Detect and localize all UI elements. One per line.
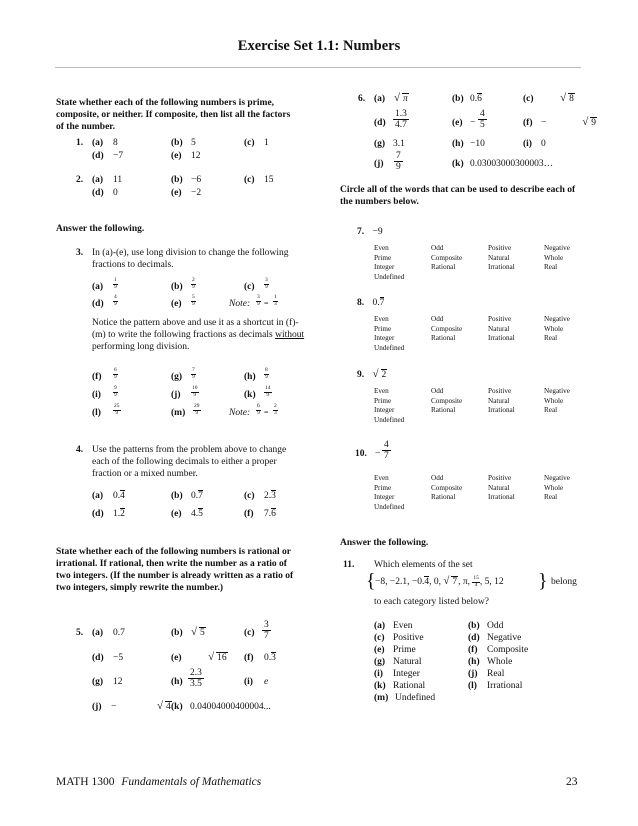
note-label: Note: (229, 299, 251, 309)
category-item: Rational (393, 681, 426, 691)
part-label: (f) (244, 509, 254, 519)
part-label: (d) (468, 633, 480, 643)
part-label: (b) (171, 491, 183, 501)
part-label: (g) (171, 372, 183, 382)
word-irrational[interactable]: Irrational (488, 334, 515, 342)
fraction: 6 9 (257, 403, 260, 416)
part-label: (a) (92, 282, 104, 292)
word-composite[interactable]: Composite (431, 483, 463, 492)
question-number: 1. (76, 138, 84, 148)
word-irrational[interactable]: Irrational (488, 263, 515, 271)
fraction: $\frac{1.3}{4.7}$ (395, 109, 407, 130)
part-value: −10 (470, 139, 485, 149)
part-value: 0.6 (470, 94, 482, 104)
word-undefined[interactable]: Undefined (374, 415, 405, 424)
category-item: Negative (487, 633, 522, 643)
question-text: In (a)-(e), use long division to change the following fractions to decimals. (92, 248, 289, 270)
part-value: 5 (191, 138, 196, 148)
word-rational[interactable]: Rational (431, 493, 456, 501)
question-9 (357, 369, 387, 381)
part-label: (a) (374, 621, 386, 631)
word-rational[interactable]: Rational (431, 406, 456, 414)
radical: √ 9 (582, 117, 597, 129)
question-7 (357, 226, 383, 238)
word-negative[interactable]: Negative (544, 474, 570, 482)
word-composite[interactable]: Composite (431, 396, 463, 405)
word-composite[interactable]: Composite (431, 253, 463, 262)
minus-sign: − (541, 118, 547, 128)
part-value: 7.6 (264, 509, 276, 519)
fraction: 3 9 (257, 294, 260, 307)
part-label: (e) (171, 653, 182, 663)
question-number: 4. (76, 445, 84, 455)
word-even[interactable]: Even (374, 315, 389, 323)
instruction-prime-composite: State whether each of the following numbers is prime, composite, or neither. If composite, then list all the factors of the number. (56, 98, 291, 132)
part-label: (j) (374, 159, 384, 169)
part-label: (i) (523, 139, 532, 149)
part-label: (j) (92, 702, 102, 712)
minus-sign: − (470, 118, 476, 128)
part-value: 0.03003000300003… (470, 159, 554, 169)
part-label: (b) (468, 621, 480, 631)
part-label: (f) (523, 118, 533, 128)
question-1 (56, 137, 316, 167)
note-label: Note: (229, 408, 251, 418)
part-label: (e) (171, 188, 182, 198)
part-label: (f) (244, 653, 254, 663)
part-label: (j) (468, 669, 478, 679)
part-label: (c) (244, 282, 255, 292)
part-label: (l) (468, 681, 477, 691)
part-value: 0 (541, 139, 546, 149)
word-whole[interactable]: Whole (544, 253, 564, 262)
category-item: Integer (393, 669, 420, 679)
part-value: 12 (191, 151, 201, 161)
radical: √ 5 (191, 627, 206, 639)
word-rational[interactable]: Rational (431, 334, 456, 342)
part-label: (h) (468, 657, 480, 667)
word-integer[interactable]: Integer (374, 334, 395, 342)
word-even[interactable]: Even (374, 387, 389, 395)
question-number: 7. (357, 227, 365, 237)
question-number: 3. (76, 248, 84, 258)
part-label: (c) (244, 175, 255, 185)
part-label: (e) (171, 299, 182, 309)
question-text: Use the patterns from the problem above to change each of the following decimals to either a proper fraction or a mixed number. (92, 445, 287, 479)
page-number: 23 (566, 776, 578, 788)
instruction-rational: State whether each of the following numbers is rational or irrational. If rational, then write the number as a ratio of two integers. (If the number is already written as a ratio of two integers, simply rewrite the number.) (56, 547, 294, 593)
word-undefined[interactable]: Undefined (374, 343, 405, 352)
part-label: (b) (452, 94, 464, 104)
part-label: (c) (374, 633, 385, 643)
part-label: (f) (92, 372, 102, 382)
word-irrational[interactable]: Irrational (488, 406, 515, 414)
part-value: 0.04004000400004... (190, 702, 271, 712)
part-value: 12 (113, 677, 123, 687)
word-odd[interactable]: Odd (431, 315, 444, 323)
word-real[interactable]: Real (544, 406, 558, 414)
question-text: belong (551, 577, 577, 587)
part-value: 4.5 (191, 509, 203, 519)
page-title: Exercise Set 1.1: Numbers (237, 38, 401, 54)
fraction: $\frac{7}{9}$ (396, 151, 401, 172)
question-6 (340, 88, 597, 178)
radical: √ 2 (373, 369, 388, 381)
word-whole[interactable]: Whole (544, 396, 564, 405)
word-integer[interactable]: Integer (374, 406, 395, 414)
word-positive[interactable]: Positive (488, 244, 512, 252)
fraction: $\frac{4}{7}$ (384, 440, 389, 461)
word-even[interactable]: Even (374, 244, 389, 252)
right-brace: } (538, 570, 548, 592)
part-label: (c) (244, 491, 255, 501)
word-natural[interactable]: Natural (488, 324, 510, 333)
part-value: 0.3 (264, 653, 276, 663)
title-divider (55, 67, 581, 68)
word-positive[interactable]: Positive (488, 387, 512, 395)
part-label: (m) (374, 693, 389, 703)
part-label: (i) (92, 390, 101, 400)
question-text-2: to each category listed below? (374, 597, 490, 607)
word-rational[interactable]: Rational (431, 263, 456, 271)
word-composite[interactable]: Composite (431, 324, 463, 333)
word-natural[interactable]: Natural (488, 253, 510, 262)
category-item: Positive (393, 633, 424, 643)
part-label: (i) (244, 677, 253, 687)
part-label: (b) (171, 138, 183, 148)
word-negative[interactable]: Negative (544, 244, 570, 252)
word-undefined[interactable]: Undefined (374, 272, 405, 281)
radical: √ 16 (208, 652, 228, 664)
question-8 (357, 297, 384, 309)
part-label: (c) (523, 94, 534, 104)
part-value: 3.1 (393, 139, 405, 149)
word-even[interactable]: Even (374, 474, 389, 482)
part-value: 11 (113, 175, 123, 185)
category-item: Prime (393, 645, 416, 655)
fraction: $\frac{4}{5}$ (480, 109, 485, 130)
part-label: (a) (92, 175, 104, 185)
word-whole[interactable]: Whole (544, 324, 564, 333)
word-real[interactable]: Real (544, 334, 558, 342)
word-grid (374, 387, 594, 427)
part-label: (e) (452, 118, 463, 128)
part-label: (h) (171, 677, 183, 687)
part-label: (b) (171, 282, 183, 292)
part-label: (e) (374, 645, 385, 655)
part-label: (g) (374, 139, 386, 149)
part-label: (d) (92, 653, 104, 663)
category-item: Irrational (487, 681, 523, 691)
part-value: 0.7 (191, 491, 203, 501)
category-item: Even (393, 621, 413, 631)
part-label: (b) (171, 175, 183, 185)
part-value: 0.4 (113, 491, 125, 501)
word-natural[interactable]: Natural (488, 396, 510, 405)
part-label: (h) (244, 372, 256, 382)
word-odd[interactable]: Odd (431, 244, 444, 252)
part-value: −5 (113, 653, 124, 663)
part-value: e (264, 677, 269, 687)
word-undefined[interactable]: Undefined (374, 502, 405, 511)
set-elements: −8, −2.1, −0.4, 0, √ 7, π, $\frac{15}{4}$ , 5, 12 (375, 576, 504, 588)
word-positive[interactable]: Positive (488, 315, 512, 323)
part-label: (a) (92, 491, 104, 501)
part-label: (i) (374, 669, 383, 679)
question-number: 2. (76, 175, 84, 185)
part-label: (d) (374, 118, 386, 128)
part-value: −6 (191, 175, 202, 185)
word-integer[interactable]: Integer (374, 263, 395, 271)
fraction: 14 9 (265, 385, 271, 398)
fraction: 4 9 (114, 294, 117, 307)
word-real[interactable]: Real (544, 263, 558, 271)
question-number: 11. (343, 560, 355, 570)
course-title: Fundamentals of Mathematics (121, 776, 262, 788)
equals-sign: = (264, 408, 269, 417)
question-number: 9. (357, 370, 365, 380)
minus-sign: − (111, 702, 117, 712)
word-prime[interactable]: Prime (374, 253, 392, 262)
part-label: (m) (171, 408, 186, 418)
fraction: 3 9 (265, 277, 268, 290)
part-value: −2 (191, 188, 202, 198)
category-item: Composite (487, 645, 529, 655)
question-number: 10. (355, 449, 367, 459)
part-label: (e) (171, 151, 182, 161)
fraction: 7 9 (192, 367, 195, 380)
instruction-answer-2: Answer the following. (340, 538, 429, 548)
fraction: 8 9 (265, 367, 268, 380)
question-value: 0.7 (372, 298, 385, 308)
question-text-2: Notice the pattern above and use it as a shortcut in (f)-(m) to write the following fractions as decimals without performing long division. (92, 318, 305, 352)
question-value: −9 (372, 227, 383, 237)
fraction: 1 9 (114, 277, 117, 290)
course-code: MATH 1300 (56, 776, 115, 788)
fraction: 9 9 (114, 385, 117, 398)
fraction: 2 9 (192, 277, 195, 290)
word-negative[interactable]: Negative (544, 315, 570, 323)
category-item: Whole (487, 657, 513, 667)
part-label: (d) (92, 151, 104, 161)
word-negative[interactable]: Negative (544, 387, 570, 395)
fraction: $\frac{3}{7}$ (264, 620, 269, 641)
word-natural[interactable]: Natural (488, 483, 510, 492)
fraction: 2 3 (274, 403, 277, 416)
minus-sign: − (375, 449, 381, 459)
word-positive[interactable]: Positive (488, 474, 512, 482)
question-3 (56, 247, 321, 422)
part-label: (e) (171, 509, 182, 519)
part-label: (k) (452, 159, 464, 169)
instruction-answer: Answer the following. (56, 224, 145, 234)
part-label: (d) (92, 188, 104, 198)
fraction: 10 9 (192, 385, 198, 398)
radical: √ π (394, 93, 409, 105)
category-item: Real (487, 669, 505, 679)
footer-course (56, 776, 261, 788)
word-odd[interactable]: Odd (431, 474, 444, 482)
fraction: 1 3 (274, 294, 277, 307)
word-integer[interactable]: Integer (374, 493, 395, 501)
question-number: 6. (358, 94, 366, 104)
question-11 (340, 559, 600, 704)
question-2 (56, 174, 316, 204)
part-value: 1.2 (113, 509, 125, 519)
part-label: (k) (171, 702, 183, 712)
part-value: 0 (113, 188, 118, 198)
word-grid (374, 315, 594, 355)
question-10 (355, 440, 435, 468)
left-brace: { (366, 570, 376, 592)
part-label: (d) (92, 299, 104, 309)
part-label: (f) (468, 645, 478, 655)
fraction: 6 9 (114, 367, 117, 380)
part-label: (j) (171, 390, 181, 400)
equals-sign: = (264, 299, 269, 308)
radical: √ 8 (560, 93, 575, 105)
fraction: $\frac{2.3}{3.5}$ (190, 668, 202, 689)
instruction-circle-words: Circle all of the words that can be used to describe each of the numbers below. (340, 185, 576, 207)
part-label: (a) (92, 628, 104, 638)
word-whole[interactable]: Whole (544, 483, 564, 492)
part-value: 0.7 (113, 628, 125, 638)
part-label: (k) (374, 681, 386, 691)
fraction: 5 9 (192, 294, 195, 307)
word-irrational[interactable]: Irrational (488, 493, 515, 501)
part-value: −7 (113, 151, 124, 161)
word-odd[interactable]: Odd (431, 387, 444, 395)
word-grid (374, 474, 594, 514)
radical: √ 4 (157, 701, 172, 713)
word-prime[interactable]: Prime (374, 396, 392, 405)
part-label: (l) (92, 408, 101, 418)
part-label: (g) (374, 657, 386, 667)
part-value: 15 (264, 175, 274, 185)
question-5 (56, 620, 326, 720)
fraction: 29 9 (194, 403, 200, 416)
question-4 (56, 444, 321, 524)
part-value: 1 (264, 138, 269, 148)
part-label: (c) (244, 138, 255, 148)
word-real[interactable]: Real (544, 493, 558, 501)
word-prime[interactable]: Prime (374, 324, 392, 333)
word-prime[interactable]: Prime (374, 483, 392, 492)
part-value: 8 (113, 138, 118, 148)
part-label: (d) (92, 509, 104, 519)
question-text: Which elements of the set (374, 560, 473, 570)
part-label: (h) (452, 139, 464, 149)
part-label: (c) (244, 628, 255, 638)
category-item: Odd (487, 621, 504, 631)
question-number: 8. (357, 298, 365, 308)
part-label: (b) (171, 628, 183, 638)
category-item: Undefined (395, 693, 436, 703)
part-label: (a) (374, 94, 386, 104)
question-number: 5. (76, 628, 84, 638)
word-grid (374, 244, 594, 284)
fraction: 25 9 (114, 403, 120, 416)
part-label: (g) (92, 677, 104, 687)
part-value: 2.3 (264, 491, 276, 501)
part-label: (a) (92, 138, 104, 148)
part-label: (k) (244, 390, 256, 400)
category-item: Natural (393, 657, 422, 667)
